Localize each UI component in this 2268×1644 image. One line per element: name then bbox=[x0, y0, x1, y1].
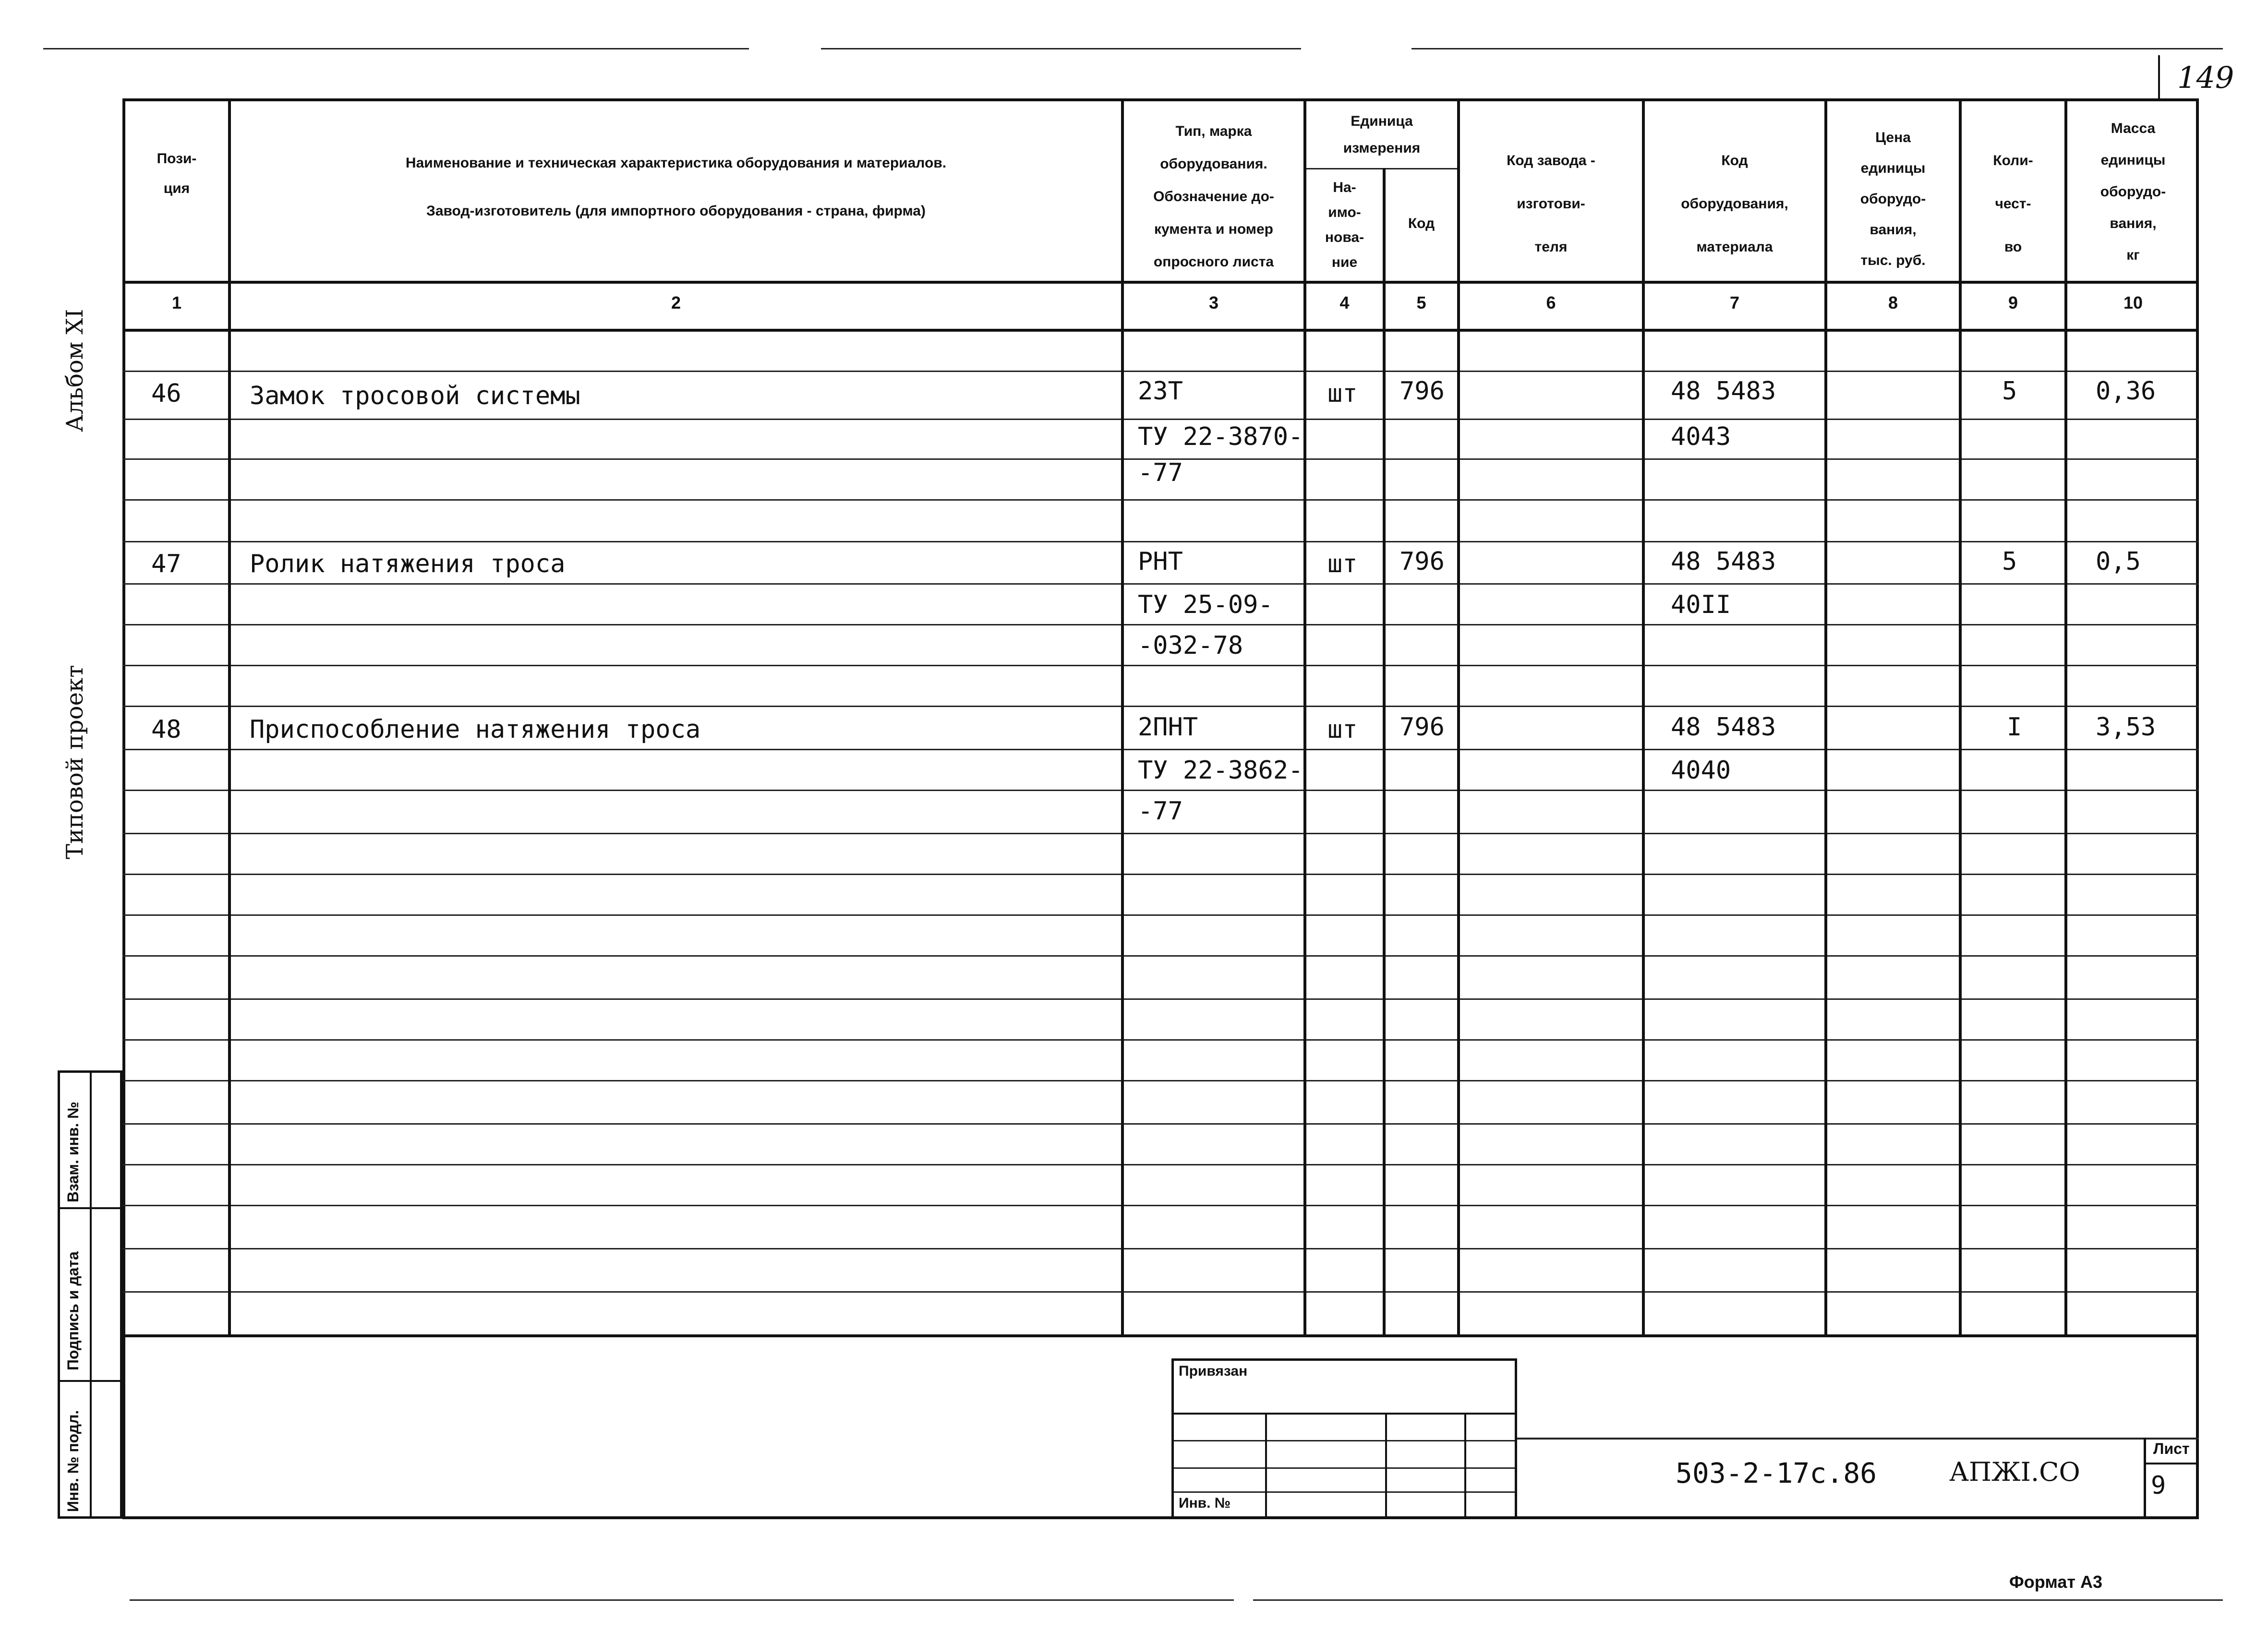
bound-label: Привязан bbox=[1179, 1363, 1248, 1379]
item-quantity: I bbox=[2007, 713, 2022, 742]
project-code: 503-2-17с.86 bbox=[1676, 1457, 1877, 1489]
table-row-line bbox=[122, 998, 2199, 1000]
sheet-number: 9 bbox=[2151, 1471, 2166, 1500]
item-unit: шт bbox=[1327, 550, 1358, 578]
column-number: 5 bbox=[1416, 293, 1426, 312]
table-row-line bbox=[122, 874, 2199, 875]
table-row-line bbox=[122, 1039, 2199, 1041]
item-type-doc: ТУ 22-3870- bbox=[1138, 422, 1303, 451]
table-row-line bbox=[122, 665, 2199, 666]
header-unit-price: Цена единицы оборудо- вания, тыс. руб. bbox=[1860, 130, 1926, 268]
column-number: 3 bbox=[1208, 293, 1219, 312]
table-row-line bbox=[122, 833, 2199, 834]
column-number: 10 bbox=[2123, 293, 2143, 312]
document-code: АПЖI.СО bbox=[1949, 1457, 2080, 1487]
item-type: РНТ bbox=[1138, 547, 1183, 576]
item-name: Ролик натяжения троса bbox=[250, 550, 566, 578]
item-equipment-code: 48 5483 bbox=[1671, 377, 1776, 406]
item-name: Приспособление натяжения троса bbox=[250, 715, 701, 744]
header-type: Тип, марка оборудования. Обозначение до- кумента и номер опросного листа bbox=[1153, 123, 1274, 270]
format-label: Формат А3 bbox=[2009, 1572, 2103, 1592]
table-row-line bbox=[122, 1248, 2199, 1249]
item-position: 47 bbox=[151, 550, 181, 578]
table-row-line bbox=[122, 1123, 2199, 1125]
header-quantity: Коли- чест- во bbox=[1993, 153, 2033, 255]
header-unit-code: Код bbox=[1408, 216, 1435, 231]
item-unit-code: 796 bbox=[1399, 713, 1445, 742]
item-quantity: 5 bbox=[2002, 377, 2017, 406]
table-row-line bbox=[122, 1080, 2199, 1081]
column-number: 4 bbox=[1339, 293, 1350, 312]
item-type-doc-cont: -77 bbox=[1138, 458, 1183, 487]
item-type-doc-cont: -032-78 bbox=[1138, 631, 1243, 660]
item-quantity: 5 bbox=[2002, 547, 2017, 576]
table-row-line bbox=[122, 624, 2199, 625]
table-row-line bbox=[122, 419, 2199, 420]
column-number: 8 bbox=[1888, 293, 1898, 312]
stamp-inv-original: Инв. № подл. bbox=[64, 1410, 82, 1512]
table-row-line bbox=[122, 790, 2199, 791]
table-row-line bbox=[122, 499, 2199, 501]
item-type: 2ПНТ bbox=[1138, 713, 1198, 742]
header-unit-group: Единица измерения bbox=[1343, 113, 1421, 156]
header-name: Наименование и техническая характеристика оборудования и материалов. Завод-изготовитель (для импортного оборудования - страна, фирма) bbox=[405, 155, 947, 219]
item-equipment-code-cont: 4040 bbox=[1671, 756, 1731, 785]
column-number: 7 bbox=[1729, 293, 1740, 312]
handwritten-sheet-number: 149 bbox=[2158, 58, 2268, 101]
item-mass: 0,36 bbox=[2096, 377, 2156, 406]
table-row-line bbox=[122, 1291, 2199, 1293]
project-type-label: Типовой проект bbox=[61, 665, 88, 859]
table-row-line bbox=[122, 541, 2199, 542]
header-factory-code: Код завода - изготови- теля bbox=[1507, 153, 1595, 255]
item-equipment-code-cont: 40II bbox=[1671, 590, 1731, 619]
table-row-line bbox=[122, 371, 2199, 372]
item-equipment-code-cont: 4043 bbox=[1671, 422, 1731, 451]
item-unit: шт bbox=[1327, 379, 1358, 408]
item-type: 23Т bbox=[1138, 377, 1183, 406]
table-row-line bbox=[122, 749, 2199, 750]
item-type-doc: ТУ 22-3862- bbox=[1138, 756, 1303, 785]
sheet-label: Лист bbox=[2153, 1440, 2190, 1457]
item-unit-code: 796 bbox=[1399, 547, 1445, 576]
item-position: 48 bbox=[151, 715, 181, 744]
header-unit-name: На- имо- нова- ние bbox=[1325, 180, 1364, 270]
table-row-line bbox=[122, 955, 2199, 957]
item-unit-code: 796 bbox=[1399, 377, 1445, 406]
item-equipment-code: 48 5483 bbox=[1671, 713, 1776, 742]
album-label: Альбом XI bbox=[61, 309, 88, 432]
stamp-signature-date: Подпись и дата bbox=[64, 1251, 82, 1370]
column-number: 9 bbox=[2008, 293, 2018, 312]
item-name: Замок тросовой системы bbox=[250, 382, 580, 410]
header-equipment-code: Код оборудования, материала bbox=[1681, 153, 1788, 255]
inventory-label: Инв. № bbox=[1179, 1495, 1231, 1511]
item-position: 46 bbox=[151, 379, 181, 408]
table-row-line bbox=[122, 1164, 2199, 1165]
table-row-line bbox=[122, 706, 2199, 707]
item-mass: 0,5 bbox=[2096, 547, 2141, 576]
item-type-doc-cont: -77 bbox=[1138, 797, 1183, 826]
table-row-line bbox=[122, 583, 2199, 585]
column-number: 6 bbox=[1546, 293, 1556, 312]
header-unit-mass: Масса единицы оборудо- вания, кг bbox=[2100, 120, 2166, 263]
item-unit: шт bbox=[1327, 715, 1358, 744]
table-row-line bbox=[122, 914, 2199, 916]
table-row-line bbox=[122, 1205, 2199, 1206]
item-mass: 3,53 bbox=[2096, 713, 2156, 742]
header-position: Пози- ция bbox=[157, 151, 197, 196]
item-type-doc: ТУ 25-09- bbox=[1138, 590, 1273, 619]
stamp-replaced-inv: Взам. инв. № bbox=[64, 1102, 82, 1202]
column-number: 1 bbox=[171, 293, 182, 312]
item-equipment-code: 48 5483 bbox=[1671, 547, 1776, 576]
column-number: 2 bbox=[671, 293, 681, 312]
